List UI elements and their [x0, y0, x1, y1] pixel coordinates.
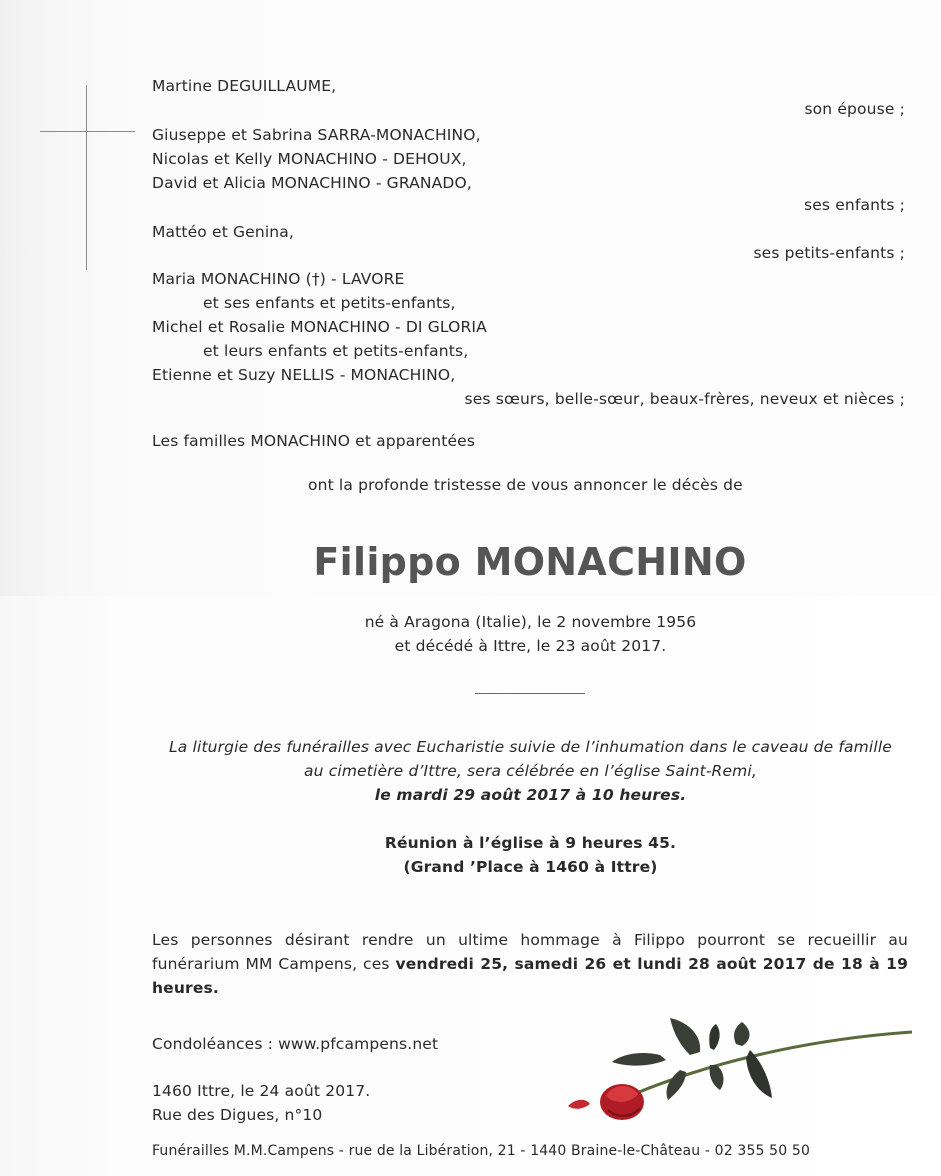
grandchildren-names: Mattéo et Genina, — [152, 223, 294, 241]
visitation-dates: vendredi 25, samedi 26 et lundi 28 août 2017 de 18 à 19 heures. — [152, 955, 909, 997]
birth-info: né à Aragona (Italie), le 2 novembre 1956 — [364, 613, 697, 631]
families-line: Les familles MONACHINO et apparentées — [152, 432, 476, 450]
siblings-role: ses sœurs, belle-sœur, beaux-frères, neveux et nièces ; — [464, 390, 905, 408]
announcement: ont la profonde tristesse de vous annoncer le décès de — [308, 476, 743, 494]
sibling-line-1: Maria MONACHINO (†) - LAVORE — [152, 270, 405, 288]
sibling-line-4: et leurs enfants et petits-enfants, — [203, 342, 469, 360]
meeting-line-2: (Grand ’Place à 1460 à Ittre) — [403, 858, 658, 876]
cross-icon-vertical — [86, 85, 87, 270]
child-line-1: Giuseppe et Sabrina SARRA-MONACHINO, — [152, 126, 481, 144]
liturgy-line-1: La liturgie des funérailles avec Eucharistie suivie de l’inhumation dans le caveau de famille — [169, 738, 892, 756]
condolences-link[interactable]: Condoléances : www.pfcampens.net — [152, 1035, 439, 1053]
liturgy-line-2: au cimetière d’Ittre, sera célébrée en l’église Saint-Remi, — [304, 762, 757, 780]
footer-funeral-home: Funérailles M.M.Campens - rue de la Libération, 21 - 1440 Braine-le-Château - 02 355 50 50 — [152, 1143, 810, 1159]
children-role: ses enfants ; — [803, 196, 905, 214]
meeting-line-1: Réunion à l’église à 9 heures 45. — [384, 834, 677, 852]
grandchildren-role: ses petits-enfants ; — [753, 244, 905, 262]
sibling-line-5: Etienne et Suzy NELLIS - MONACHINO, — [152, 366, 456, 384]
spouse-role: son épouse ; — [804, 100, 905, 118]
death-info: et décédé à Ittre, le 23 août 2017. — [394, 637, 667, 655]
place-date: 1460 Ittre, le 24 août 2017. — [152, 1082, 371, 1100]
visitation-paragraph — [152, 928, 908, 1000]
separator-line — [475, 693, 585, 694]
rose-icon — [560, 1010, 920, 1140]
child-line-2: Nicolas et Kelly MONACHINO - DEHOUX, — [152, 150, 467, 168]
liturgy-date: le mardi 29 août 2017 à 10 heures. — [374, 786, 687, 804]
sibling-line-2: et ses enfants et petits-enfants, — [203, 294, 456, 312]
address: Rue des Digues, n°10 — [152, 1106, 323, 1124]
deceased-name: Filippo MONACHINO — [313, 540, 747, 584]
child-line-3: David et Alicia MONACHINO - GRANADO, — [152, 174, 472, 192]
sibling-line-3: Michel et Rosalie MONACHINO - DI GLORIA — [152, 318, 487, 336]
cross-icon-horizontal — [40, 131, 135, 132]
spouse-name: Martine DEGUILLAUME, — [152, 77, 337, 95]
visitation-text: Les personnes désirant rendre un ultime hommage à Filippo pourront se recueillir au funérarium MM Campens, ces — [152, 931, 908, 973]
